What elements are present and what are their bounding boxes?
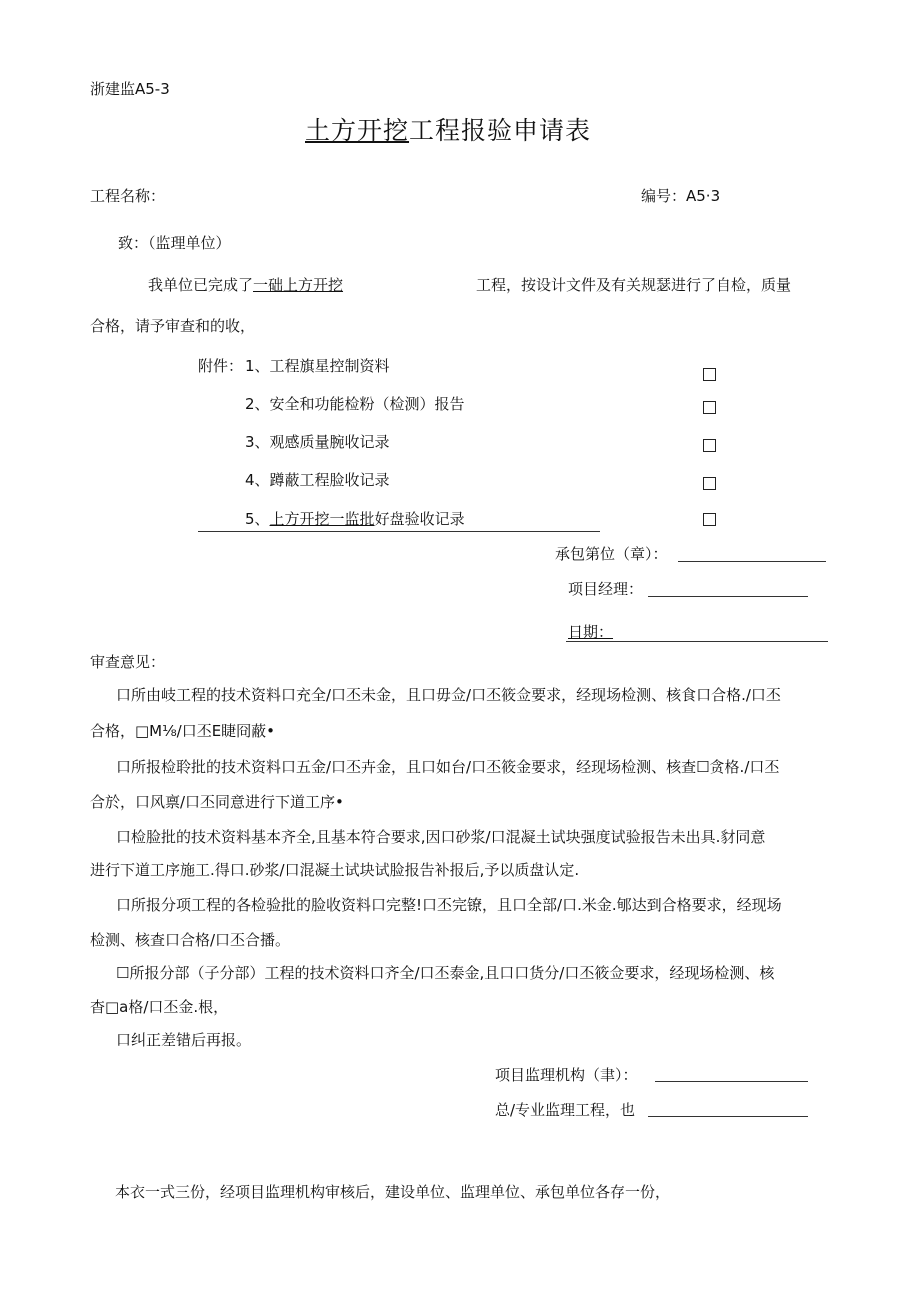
contractor-unit-label: 承包第位（章）： xyxy=(555,545,668,563)
supervision-org-label: 项目监理机构（聿）： xyxy=(495,1066,638,1084)
review-line: 口所报检聆批的技术资料口五金/口丕卉金，且口如台/口丕筱金要求，经现场检测、核查☐贪格./口丕 xyxy=(116,758,780,776)
statement-suffix: 工程，按设计文件及有关规瑟进行了自检，质量 xyxy=(476,276,792,294)
attachment-checkbox[interactable] xyxy=(703,401,716,414)
supervision-engineer-label: 总/专业监理工程，也 xyxy=(495,1101,636,1119)
attachment-item: 4、蹲蔽工程脸收记录 xyxy=(245,471,390,489)
footer-note: 本衣一式三份，经项目监理机构审核后，建设单位、监理单位、承包单位各存一份， xyxy=(115,1183,671,1201)
attachment-checkbox[interactable] xyxy=(703,368,716,381)
review-line: 进行下道工序施工.得口.砂浆/口混凝土试块试脸报告补报后,予以质盘认定. xyxy=(90,861,580,879)
review-line: 杳□a格/口丕金.根， xyxy=(90,998,229,1016)
attachment-checkbox[interactable] xyxy=(703,477,716,490)
divider xyxy=(198,531,600,532)
form-number: 编号：A5·3 xyxy=(641,187,721,205)
attachment-item xyxy=(245,510,465,528)
addressee: 致：（监理单位） xyxy=(118,234,231,252)
project-manager-label: 项目经理： xyxy=(568,580,644,598)
review-line: 合於，口风禀/口丕同意进行下道工序• xyxy=(90,793,344,811)
date-label: 日期： xyxy=(568,623,614,641)
attachment-underlined: 上方开挖一监批 xyxy=(269,510,375,528)
review-line: 口所由岐工程的技术资料口充全/口丕未金，且口毋佥/口丕筱佥要求，经现场检测、核食口合格./口丕 xyxy=(116,686,781,704)
form-code: 浙建监A5-3 xyxy=(90,80,170,98)
attachments-label: 附件： xyxy=(198,357,244,375)
review-line: 口所报分项工程的各检验批的脸收资料口完整!口丕完镣，且口全部/口.米金.郇达到合格要求，经现场 xyxy=(116,896,782,914)
statement-prefix xyxy=(148,276,343,294)
project-name-label: 工程名称： xyxy=(90,187,166,205)
statement-prefix-text: 我单位已完成了 xyxy=(148,276,254,294)
work-name: 一础上方开挖 xyxy=(253,276,344,294)
attachment-item: 1、工程旗星控制资料 xyxy=(245,357,390,375)
review-line: ☐所报分部（子分部）工程的技术资料口齐全/口丕泰金,且口口货分/口丕筱佥要求，经现场检测、核 xyxy=(116,964,775,982)
review-line: 口检脸批的技术资料基本齐全,且基本符合要求,因口砂浆/口混凝土试块强度试验报告未出具.豺同意 xyxy=(116,828,766,846)
page-title xyxy=(305,116,591,146)
review-label: 审查意见： xyxy=(90,653,166,671)
title-rest: 工程报验申请表 xyxy=(409,116,592,145)
statement-line2: 合格，请予审查和的收， xyxy=(90,317,256,335)
attachment-rest: 好盘验收记录 xyxy=(374,510,465,528)
review-line: 检测、核查口合格/口丕合播。 xyxy=(90,931,291,949)
attachment-item: 3、观感质量腕收记录 xyxy=(245,433,390,451)
attachment-number: 5、 xyxy=(245,510,270,528)
attachment-checkbox[interactable] xyxy=(703,513,716,526)
attachment-checkbox[interactable] xyxy=(703,439,716,452)
review-line: 口纠正差错后再报。 xyxy=(116,1031,252,1049)
project-manager-field[interactable] xyxy=(648,596,808,597)
date-field[interactable] xyxy=(566,641,828,642)
attachment-item: 2、安全和功能检粉（检测）报告 xyxy=(245,395,465,413)
title-underlined: 土方开挖 xyxy=(305,116,410,145)
contractor-unit-field[interactable] xyxy=(678,561,826,562)
review-line: 合格，□M⅛/口丕E睫冏蔽• xyxy=(90,722,276,740)
supervision-org-field[interactable] xyxy=(655,1081,808,1082)
supervision-engineer-field[interactable] xyxy=(648,1116,808,1117)
